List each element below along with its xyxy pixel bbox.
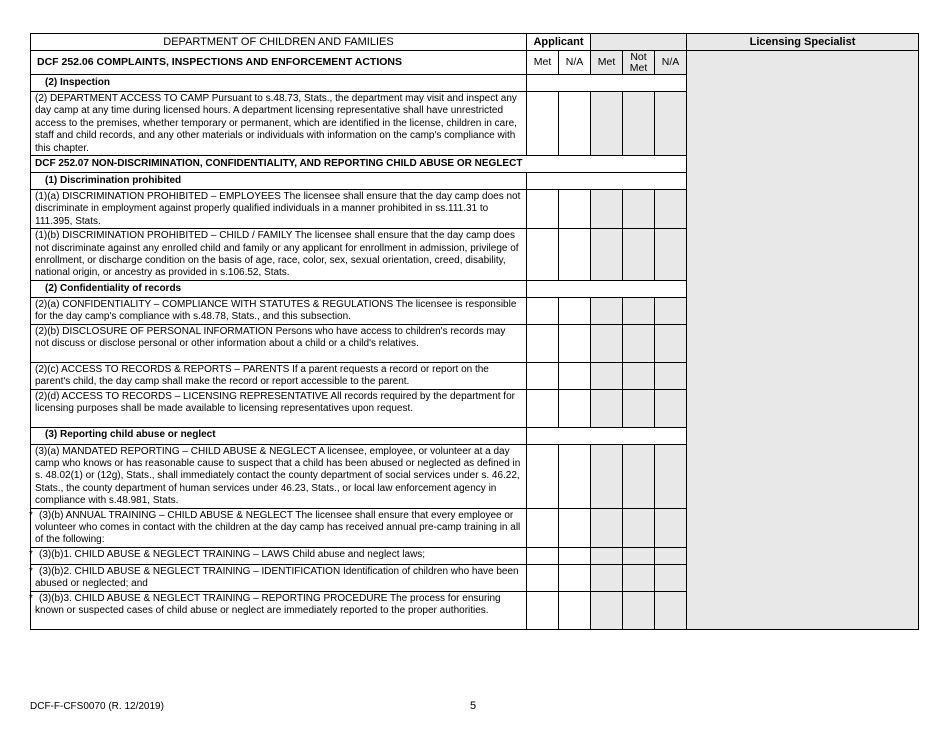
asterisk-marker: * [29, 509, 33, 521]
requirement-text [31, 229, 527, 281]
applicant-na-cell[interactable] [559, 297, 591, 324]
specialist-not-met-cell[interactable] [623, 508, 655, 547]
applicant-na-cell[interactable] [559, 92, 591, 156]
department-name: DEPARTMENT OF CHILDREN AND FAMILIES [31, 34, 527, 51]
requirement-label: (3)(b) ANNUAL TRAINING – CHILD ABUSE & NEGLECT The licensee shall ensure that every employee or volunteer who comes in contact with the children at the day camp has received annual pre-camp training in all of the following: [35, 509, 521, 546]
requirement-text [31, 297, 527, 324]
requirement-label: (3)(b)3. CHILD ABUSE & NEGLECT TRAINING – REPORTING PROCEDURE The process for ensuring known or suspected cases of child abuse or neglect are immediately reported to the proper authorities. [35, 592, 501, 616]
form-id: DCF-F-CFS0070 (R. 12/2019) [30, 701, 164, 712]
specialist-met-cell[interactable] [591, 362, 623, 389]
specialist-met-cell[interactable] [591, 508, 623, 547]
specialist-met-cell[interactable] [591, 324, 623, 362]
requirement-label: (2) DEPARTMENT ACCESS TO CAMP Pursuant to s.48.73, Stats., the department may visit and inspect any day camp at any time during licensed hours. A department licensing representative shall have unrestricted access to the premises, whether temporary or permanent, which are identified in the license, children in care, staff and child records, and any other materials or individuals with information on the camp's compliance with this chapter. [35, 93, 517, 154]
requirement-label: (3)(b)2. CHILD ABUSE & NEGLECT TRAINING – IDENTIFICATION Identification of children who have been abused or neglected; and [35, 565, 519, 590]
col-met: Met [527, 51, 559, 75]
applicant-na-cell[interactable] [559, 324, 591, 362]
applicant-na-cell[interactable] [559, 444, 591, 508]
asterisk-marker: * [29, 592, 33, 604]
applicant-na-cell[interactable] [559, 591, 591, 629]
applicant-na-cell[interactable] [559, 389, 591, 427]
licensing-specialist-header: Licensing Specialist [687, 34, 919, 51]
applicant-met-cell[interactable] [527, 324, 559, 362]
specialist-not-met-cell[interactable] [623, 444, 655, 508]
subsection-blank [527, 75, 687, 92]
specialist-not-met-cell[interactable] [623, 547, 655, 564]
section-title: DCF 252.06 COMPLAINTS, INSPECTIONS AND ENFORCEMENT ACTIONS [31, 51, 527, 75]
subsection-blank [527, 173, 687, 190]
applicant-met-cell[interactable] [527, 591, 559, 629]
specialist-met-cell[interactable] [591, 389, 623, 427]
specialist-na-cell[interactable] [655, 444, 687, 508]
section-heading: DCF 252.07 NON-DISCRIMINATION, CONFIDENTIALITY, AND REPORTING CHILD ABUSE OR NEGLECT [31, 156, 687, 173]
requirement-label: (3)(b)1. CHILD ABUSE & NEGLECT TRAINING – LAWS Child abuse and neglect laws; [39, 548, 426, 560]
applicant-na-cell[interactable] [559, 229, 591, 281]
requirement-label: (1)(a) DISCRIMINATION PROHIBITED – EMPLOYEES The licensee shall ensure that the day camp does not discriminate in employment against properly qualified individuals in a manner prohibited in ss.111.31 to 111.395, Stats. [35, 191, 521, 227]
specialist-met-cell[interactable] [591, 547, 623, 564]
applicant-met-cell[interactable] [527, 508, 559, 547]
specialist-met-cell[interactable] [591, 564, 623, 591]
applicant-na-cell[interactable] [559, 564, 591, 591]
specialist-na-cell[interactable] [655, 389, 687, 427]
specialist-not-met-cell[interactable] [623, 362, 655, 389]
checklist-table [30, 33, 919, 630]
subsection-heading: (1) Discrimination prohibited [31, 173, 527, 190]
requirement-text [31, 362, 527, 389]
specialist-met-cell[interactable] [591, 297, 623, 324]
page-number: 5 [470, 700, 477, 712]
specialist-na-cell[interactable] [655, 591, 687, 629]
header-row-2 [31, 51, 919, 75]
applicant-met-cell[interactable] [527, 92, 559, 156]
applicant-met-cell[interactable] [527, 547, 559, 564]
specialist-na-cell[interactable] [655, 297, 687, 324]
requirement-text [31, 547, 527, 564]
col-na: N/A [559, 51, 591, 75]
applicant-met-cell[interactable] [527, 444, 559, 508]
specialist-met-cell[interactable] [591, 190, 623, 229]
subsection-heading: (2) Inspection [31, 75, 527, 92]
applicant-na-cell[interactable] [559, 362, 591, 389]
col-na-specialist: N/A [655, 51, 687, 75]
requirement-text [31, 564, 527, 591]
specialist-na-cell[interactable] [655, 564, 687, 591]
subsection-heading: (3) Reporting child abuse or neglect [31, 427, 527, 444]
applicant-met-cell[interactable] [527, 297, 559, 324]
specialist-not-met-cell[interactable] [623, 190, 655, 229]
specialist-not-met-cell[interactable] [623, 229, 655, 281]
specialist-na-cell[interactable] [655, 362, 687, 389]
applicant-na-cell[interactable] [559, 547, 591, 564]
requirement-label: (2)(a) CONFIDENTIALITY – COMPLIANCE WITH STATUTES & REGULATIONS The licensee is responsible for the day camp's compliance with s.48.78, Stats., and this subsection. [35, 298, 517, 323]
specialist-met-cell[interactable] [591, 444, 623, 508]
applicant-met-cell[interactable] [527, 229, 559, 281]
requirement-text [31, 190, 527, 229]
col-not-met: Not Met [623, 51, 655, 75]
specialist-met-cell[interactable] [591, 92, 623, 156]
applicant-na-cell[interactable] [559, 508, 591, 547]
specialist-met-cell[interactable] [591, 591, 623, 629]
requirement-text [31, 444, 527, 508]
specialist-met-cell[interactable] [591, 229, 623, 281]
asterisk-marker: * [29, 548, 33, 560]
requirement-text [31, 324, 527, 362]
specialist-na-cell[interactable] [655, 547, 687, 564]
applicant-header: Applicant [527, 34, 591, 51]
requirement-text [31, 591, 527, 629]
licensing-specialist-spacer [591, 34, 687, 51]
requirement-label: (1)(b) DISCRIMINATION PROHIBITED – CHILD / FAMILY The licensee shall ensure that the day camp does not discriminate against any enrolled child and family or any applicant for enrollment in admission, privilege of enrollment, or discharge condition on the basis of age, race, color, sex, sexual orientation, creed, disability, national origin, or ancestry as provided in s.106.52, Stats. [35, 230, 519, 279]
specialist-not-met-cell[interactable] [623, 297, 655, 324]
specialist-na-cell[interactable] [655, 92, 687, 156]
applicant-met-cell[interactable] [527, 190, 559, 229]
col-met-specialist: Met [591, 51, 623, 75]
subsection-blank [527, 427, 687, 444]
specialist-not-met-cell[interactable] [623, 389, 655, 427]
subsection-heading: (2) Confidentiality of records [31, 280, 527, 297]
specialist-not-met-cell[interactable] [623, 564, 655, 591]
requirement-text [31, 92, 527, 156]
requirement-label: (2)(c) ACCESS TO RECORDS & REPORTS – PARENTS If a parent requests a record or report on the parent's child, the day camp shall make the record or report accessible to the parent. [35, 363, 489, 388]
subsection-blank [527, 280, 687, 297]
specialist-na-cell[interactable] [655, 190, 687, 229]
requirement-label: (2)(d) ACCESS TO RECORDS – LICENSING REPRESENTATIVE All records required by the department for licensing purposes shall be made available to licensing representatives upon request. [35, 390, 515, 414]
specialist-na-cell[interactable] [655, 508, 687, 547]
requirement-label: (3)(a) MANDATED REPORTING – CHILD ABUSE & NEGLECT A licensee, employee, or volunteer at a day camp who knows or has reasonable cause to suspect that a child has been abused or neglected as defined in s. 48.02(1) or (12g), Stats., shall immediately contact the county department of social services under s. 46.22, Stats., the county department of human services under 46.23, Stats., or local law enforcement agency in compliance with s.48.981, Stats. [35, 445, 521, 507]
applicant-met-cell[interactable] [527, 564, 559, 591]
applicant-na-cell[interactable] [559, 190, 591, 229]
applicant-met-cell[interactable] [527, 362, 559, 389]
specialist-not-met-cell[interactable] [623, 324, 655, 362]
requirement-text [31, 508, 527, 547]
specialist-na-cell[interactable] [655, 229, 687, 281]
applicant-met-cell[interactable] [527, 389, 559, 427]
specialist-notes-column [687, 51, 919, 630]
asterisk-marker: * [29, 565, 33, 577]
header-row-1 [31, 34, 919, 51]
specialist-not-met-cell[interactable] [623, 92, 655, 156]
specialist-not-met-cell[interactable] [623, 591, 655, 629]
requirement-text [31, 389, 527, 427]
specialist-na-cell[interactable] [655, 324, 687, 362]
requirement-label: (2)(b) DISCLOSURE OF PERSONAL INFORMATION Persons who have access to children's records may not discuss or disclose personal or other information about a child or a child's relatives. [35, 325, 506, 350]
